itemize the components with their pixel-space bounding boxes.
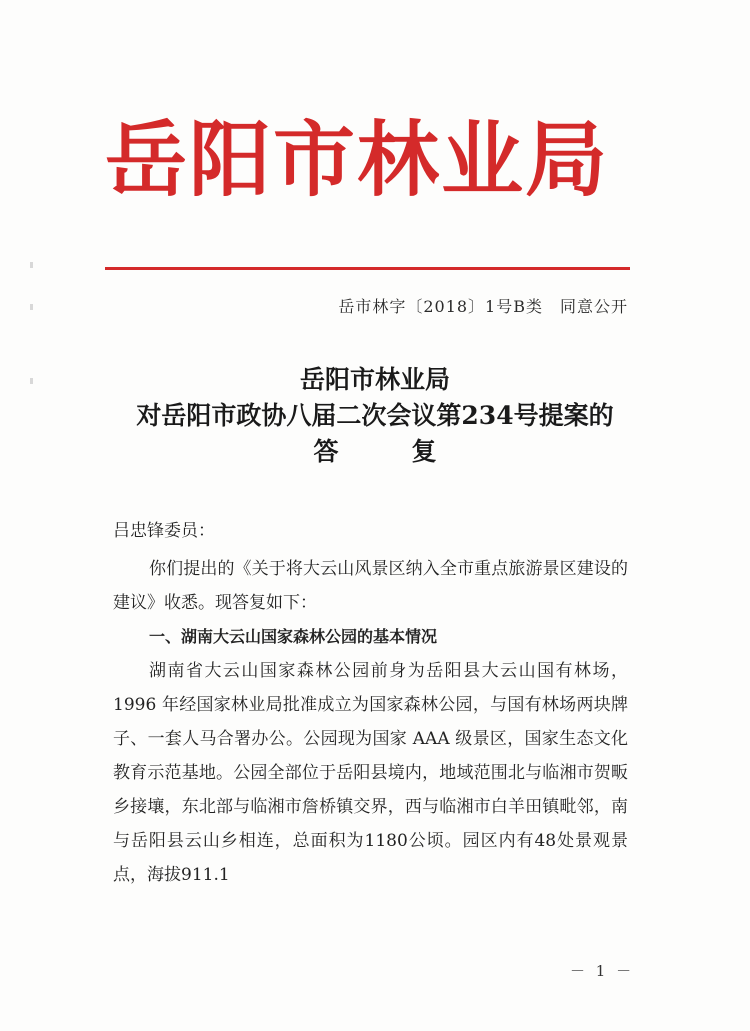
- document-body: [113, 514, 628, 892]
- title-line-3: 答 复: [313, 437, 461, 466]
- title-line-1: 岳阳市林业局: [299, 365, 450, 394]
- salutation: 吕忠锋委员：: [113, 521, 215, 541]
- scan-mark: [30, 262, 33, 268]
- body-paragraph: 湖南省大云山国家森林公园前身为岳阳县大云山国有林场， 1996 年经国家林业局批准成立为国家森林公园，与国有林场两块牌子、一套人马合署办公。公园现为国家 AAA 级景区，国家生态文化教育示范基地。公园全部位于岳阳县境内，地域范围北与临湘市贺畈乡接壤，东北部与临湘市詹桥镇交界，西与临湘市白羊田镇毗邻，南与岳阳县云山乡相连，总面积为1180公顷。园区内有48处景观景点，海拔911.1: [113, 661, 628, 885]
- scan-mark: [30, 304, 33, 310]
- document-number: 岳市林字〔2018〕1号B类 同意公开: [338, 297, 628, 316]
- agency-masthead: 岳阳市林业局: [105, 112, 610, 208]
- page-number: － 1 －: [570, 962, 635, 980]
- section-heading: 一、湖南大云山国家森林公园的基本情况: [149, 627, 438, 646]
- document-title: [60, 362, 690, 470]
- intro-paragraph: 你们提出的《关于将大云山风景区纳入全市重点旅游景区建设的建议》收悉。现答复如下：: [113, 559, 628, 613]
- title-line-2: 对岳阳市政协八届二次会议第234号提案的: [136, 401, 614, 430]
- red-divider-line: [105, 267, 630, 270]
- scan-mark: [30, 378, 33, 384]
